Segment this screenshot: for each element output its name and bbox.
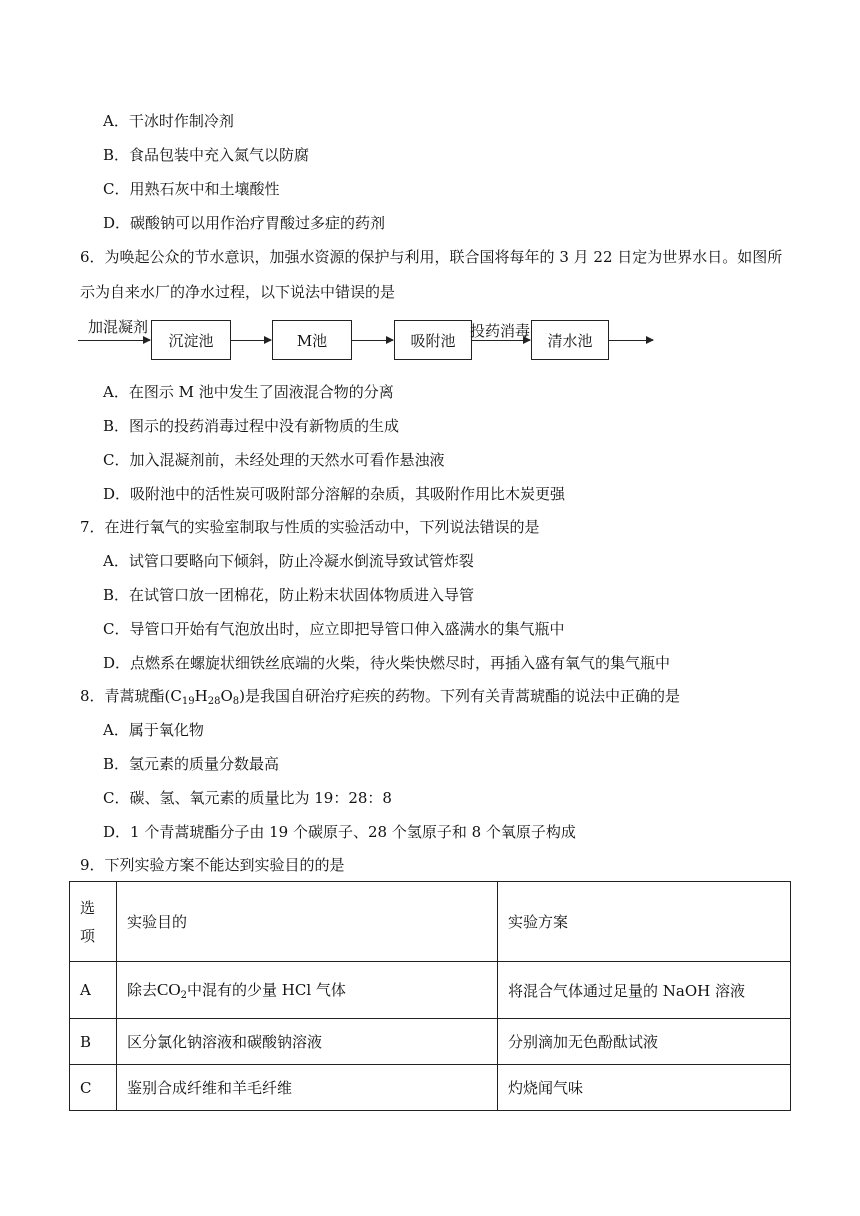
q5-option-a: A．干冰时作制冷剂	[103, 112, 234, 130]
q7-option-c: C．导管口开始有气泡放出时，应立即把导管口伸入盛满水的集气瓶中	[103, 620, 565, 638]
flow-box-m-pool: M池	[272, 320, 352, 360]
q7-option-a: A．试管口要略向下倾斜，防止冷凝水倒流导致试管炸裂	[103, 552, 474, 570]
table-header-row	[70, 882, 791, 962]
header-plan: 实验方案	[498, 882, 791, 962]
flow-box-sedimentation: 沉淀池	[151, 320, 231, 360]
q7-stem: 7．在进行氧气的实验室制取与性质的实验活动中，下列说法错误的是	[80, 518, 540, 536]
table-row	[70, 1065, 791, 1111]
q5-option-c: C．用熟石灰中和土壤酸性	[103, 180, 280, 198]
flow-arrow-1	[78, 340, 150, 341]
q6-option-b: B．图示的投药消毒过程中没有新物质的生成	[103, 417, 400, 435]
q5-option-d: D．碳酸钠可以用作治疗胃酸过多症的药剂	[103, 214, 386, 232]
q6-option-a: A．在图示 M 池中发生了固液混合物的分离	[103, 383, 394, 401]
flow-arrow-5	[609, 340, 653, 341]
flow-label-disinfection: 投药消毒	[470, 322, 531, 340]
flow-box-clear-water: 清水池	[531, 320, 609, 360]
flow-arrow-2	[231, 340, 271, 341]
header-goal: 实验目的	[117, 882, 498, 962]
row-plan: 将混合气体通过足量的 NaOH 溶液	[498, 962, 791, 1019]
q8-option-c: C．碳、氢、氧元素的质量比为 19：28：8	[103, 789, 392, 807]
q8-stem: 8．青蒿琥酯$(C_{19}H_{28}O_8)$是我国自研治疗疟疾的药物。下列有关青蒿琥酯的说法中正确的是	[80, 687, 680, 707]
flow-box-adsorption: 吸附池	[394, 320, 472, 360]
q8-option-b: B．氢元素的质量分数最高	[103, 755, 280, 773]
flow-label-coagulant: 加混凝剂	[88, 318, 149, 336]
row-option: C	[70, 1065, 117, 1111]
row-option: B	[70, 1019, 117, 1065]
flow-arrow-3	[352, 340, 393, 341]
row-plan: 灼烧闻气味	[498, 1065, 791, 1111]
q6-stem-line1: 6．为唤起公众的节水意识，加强水资源的保护与利用，联合国将每年的 3 月 22 日定为世界水日。如图所	[80, 248, 783, 266]
row-goal: 除去$CO_2$中混有的少量 HCl 气体	[117, 962, 498, 1019]
water-purification-flow-diagram	[78, 318, 678, 368]
flow-arrow-4	[472, 340, 530, 341]
table-row	[70, 1019, 791, 1065]
q5-option-b: B．食品包装中充入氮气以防腐	[103, 146, 310, 164]
q8-option-a: A．属于氧化物	[103, 721, 204, 739]
row-goal: 鉴别合成纤维和羊毛纤维	[117, 1065, 498, 1111]
q8-option-d: D．1 个青蒿琥酯分子由 19 个碳原子、28 个氢原子和 8 个氧原子构成	[103, 823, 576, 841]
q9-stem: 9．下列实验方案不能达到实验目的的是	[80, 856, 345, 874]
q7-option-d: D．点燃系在螺旋状细铁丝底端的火柴，待火柴快燃尽时，再插入盛有氧气的集气瓶中	[103, 654, 671, 672]
q6-option-d: D．吸附池中的活性炭可吸附部分溶解的杂质，其吸附作用比木炭更强	[103, 485, 566, 503]
header-option: 选 项	[70, 882, 117, 962]
q7-option-b: B．在试管口放一团棉花，防止粉末状固体物质进入导管	[103, 586, 475, 604]
experiment-table	[69, 881, 791, 1111]
row-option: A	[70, 962, 117, 1019]
q6-stem-line2: 示为自来水厂的净水过程，以下说法中错误的是	[80, 283, 396, 301]
row-plan: 分别滴加无色酚酞试液	[498, 1019, 791, 1065]
table-row	[70, 962, 791, 1019]
row-goal: 区分氯化钠溶液和碳酸钠溶液	[117, 1019, 498, 1065]
q6-option-c: C．加入混凝剂前，未经处理的天然水可看作悬浊液	[103, 451, 445, 469]
